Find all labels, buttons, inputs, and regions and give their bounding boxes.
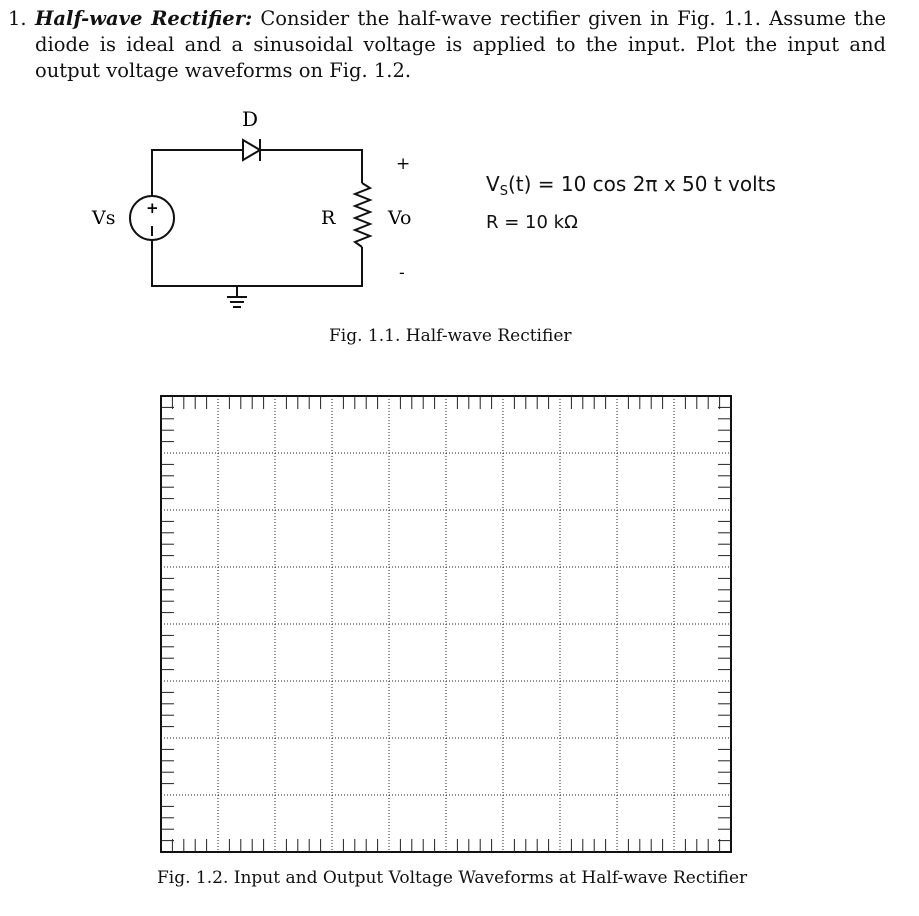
diode-label: D [242, 107, 259, 131]
waveform-grid[interactable] [160, 395, 732, 855]
resistor-value: R = 10 kΩ [486, 212, 578, 233]
diode [243, 139, 260, 161]
figure-1-caption: Fig. 1.1. Half-wave Rectifier [329, 326, 572, 346]
resistor [355, 183, 370, 247]
top-wire [152, 150, 362, 196]
output-label: Vo [388, 207, 412, 229]
source-plus: + [146, 199, 159, 217]
resistor-label: R [321, 207, 336, 229]
output-plus: + [396, 154, 411, 174]
figure-2-caption: Fig. 1.2. Input and Output Voltage Waveforms at Half-wave Rectifier [157, 868, 748, 888]
problem-body: Consider the half-wave rectifier given in Fig. 1.1. Assume the diode is ideal and a sinusoidal voltage is applied to the input. Plot the input and output voltage waveforms on Fig. 1.2. [35, 7, 886, 82]
bottom-wire [152, 240, 362, 286]
output-minus: - [399, 263, 405, 283]
problem-number: 1. [8, 7, 27, 30]
source-label: Vs [92, 207, 116, 229]
circuit-diagram [0, 0, 919, 360]
source-equation: $V_S(t) = 10$ cos 2π x 50 t volts [486, 172, 776, 199]
problem-title: Half-wave Rectifier: [35, 7, 253, 30]
